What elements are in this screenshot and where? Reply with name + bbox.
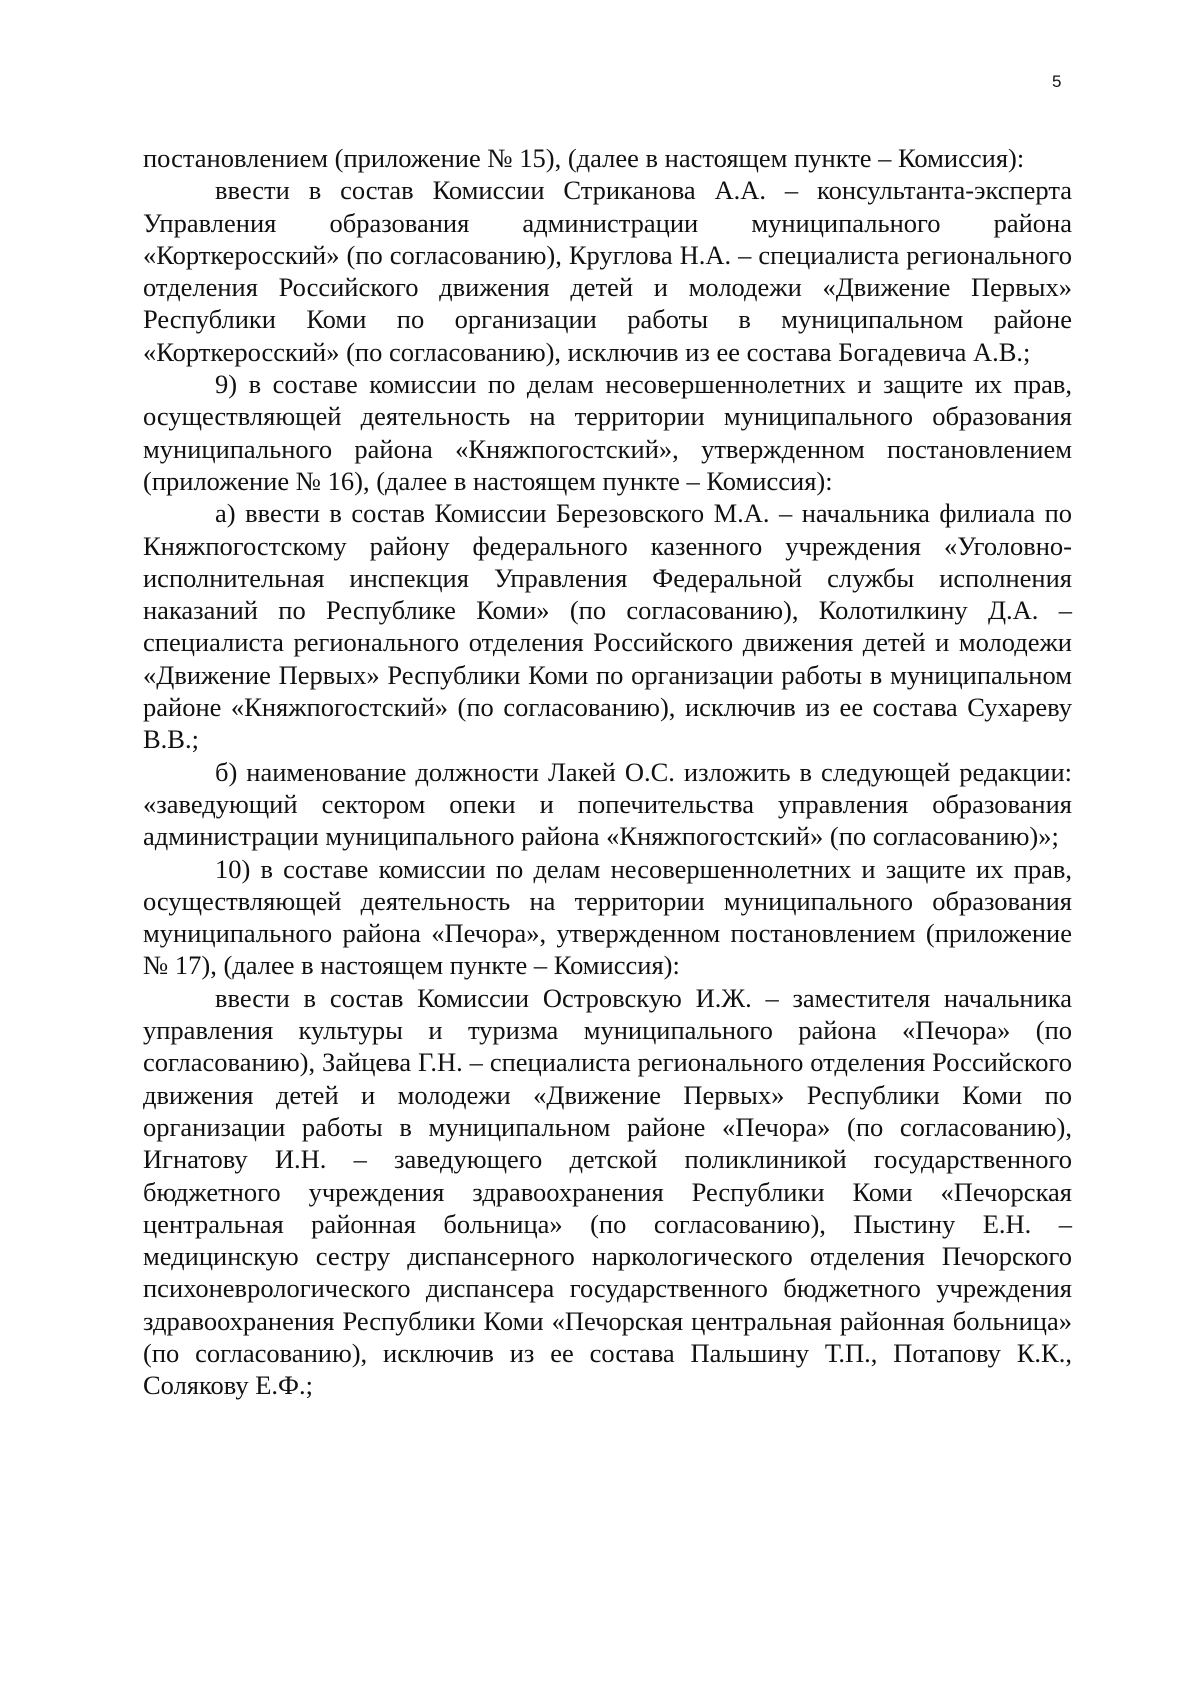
paragraph-item-10-changes: ввести в состав Комиссии Островскую И.Ж. – заместителя начальника управления культуры и туризма муниципального района «Печора» (по согласованию), Зайцева Г.Н. – специалиста регионального отделения Российского движения детей и молодежи «Движение Первых» Республики Коми по организации работы в муниципальном районе «Печора» (по согласованию), Игнатову И.Н. – заведующего детской поликлиникой государственного бюджетного учреждения здравоохранения Республики Коми «Печорская центральная районная больница» (по согласованию), Пыстину Е.Н. – медицинскую сестру диспансерного наркологического отделения Печорского психоневрологического диспансера государственного бюджетного учреждения здравоохранения Республики Коми «Печорская центральная районная больница» (по согласованию), исключив из ее состава Пальшину Т.П., Потапову К.К., Солякову Е.Ф.; — [143, 982, 1072, 1401]
paragraph-item-9-b: б) наименование должности Лакей О.С. изложить в следующей редакции: «заведующий сектором опеки и попечительства управления образования администрации муниципального района «Княжпогостский» (по согласованию)»; — [143, 756, 1072, 852]
page-number: 5 — [1052, 72, 1062, 91]
paragraph-commission-8-changes: ввести в состав Комиссии Стриканова А.А. – консультанта-эксперта Управления образования администрации муниципального района «Корткеросский» (по согласованию), Круглова Н.А. – специалиста регионального отделения Российского движения детей и молодежи «Движение Первых» Республики Коми по организации работы в муниципальном районе «Корткеросский» (по согласованию), исключив из ее состава Богадевича А.В.; — [143, 175, 1072, 367]
paragraph-commission-8-heading-end: постановлением (приложение № 15), (далее в настоящем пункте – Комиссия): — [143, 143, 1025, 173]
paragraph-item-9-a: а) ввести в состав Комиссии Березовского М.А. – начальника филиала по Княжпогостскому району федерального казенного учреждения «Уголовно-исполнительная инспекция Управления Федеральной службы исполнения наказаний по Республике Коми» (по согласованию), Колотилкину Д.А. – специалиста регионального отделения Российского движения детей и молодежи «Движение Первых» Республики Коми по организации работы в муниципальном районе «Княжпогостский» (по согласованию), исключив из ее состава Сухареву В.В.; — [143, 498, 1072, 755]
document-body — [143, 142, 1072, 1402]
paragraph-item-10-heading: 10) в составе комиссии по делам несовершеннолетних и защите их прав, осуществляющей деятельность на территории муниципального образования муниципального района «Печора», утвержденном постановлением (приложение № 17), (далее в настоящем пункте – Комиссия): — [143, 853, 1072, 981]
paragraph-item-9-heading: 9) в составе комиссии по делам несовершеннолетних и защите их прав, осуществляющей деятельность на территории муниципального образования муниципального района «Княжпогостский», утвержденном постановлением (приложение № 16), (далее в настоящем пункте – Комиссия): — [143, 369, 1072, 496]
